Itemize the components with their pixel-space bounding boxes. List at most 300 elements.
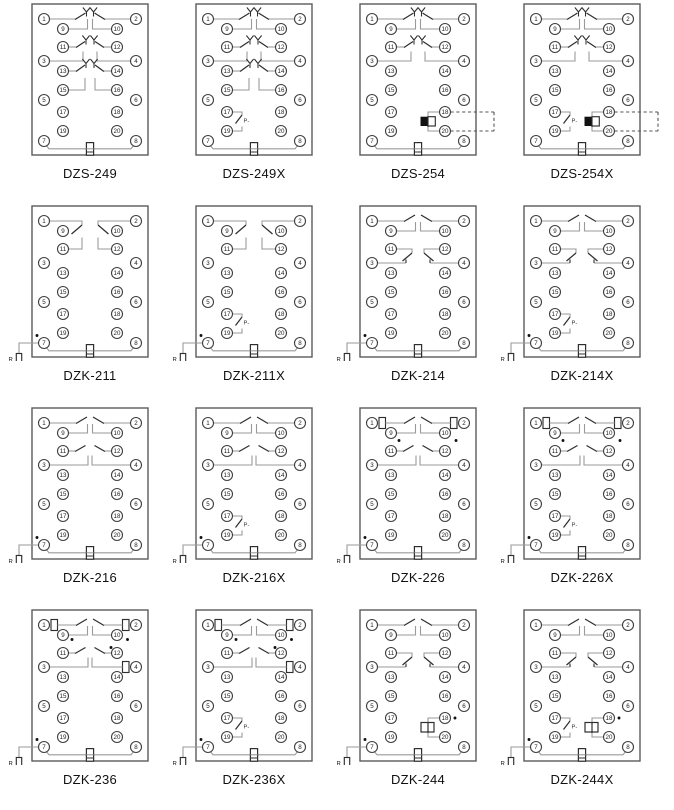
external-resistor-symbol [16,758,21,766]
terminal-number: 15 [387,289,395,297]
terminal-number: 7 [370,542,374,550]
terminal-number: 17 [223,513,231,521]
diagram-row-3 [0,406,674,608]
diagram-cell-DZK-236 [3,608,167,810]
diagram-label: DZS-254X [550,166,614,181]
terminal-number: 7 [42,138,46,146]
terminal-number: 18 [605,715,613,723]
terminal-number: 19 [59,532,67,540]
terminal-number: 17 [59,311,67,319]
terminal-number: 19 [387,128,395,136]
polarity-dot [290,638,293,641]
terminal-number: 14 [441,68,449,76]
diagram-graphics [337,610,477,765]
diagram-label: DZK-226X [550,570,614,585]
diagram-label: DZK-211X [222,368,286,383]
terminal-number: 18 [441,513,449,521]
terminal-number: 16 [605,87,613,95]
terminal-number: 18 [605,109,613,117]
polarity-dot [110,646,113,649]
series-resistor-symbol [123,620,130,631]
terminal-number: 2 [462,622,466,630]
terminal-number: 4 [298,462,302,470]
terminal-number: 6 [298,299,302,307]
terminal-number: 5 [370,299,374,307]
terminal-number: 16 [113,289,121,297]
terminal-number: 13 [551,472,559,480]
terminal-number: 8 [298,340,302,348]
terminal-number: 6 [462,299,466,307]
terminal-number: 20 [277,128,285,136]
terminal-number: 5 [42,97,46,105]
terminal-number: 2 [298,420,302,428]
terminal-number: 3 [206,664,210,672]
terminal-number: 6 [626,97,630,105]
terminal-number: 14 [441,270,449,278]
terminal-number: 19 [223,734,231,742]
external-resistor-symbol [508,354,513,362]
external-resistor-label: R [172,761,177,765]
terminal-number: 20 [605,128,613,136]
relay-terminal-diagram [167,406,331,563]
diagram-label: DZK-236X [222,772,286,787]
terminal-number: 13 [387,68,395,76]
terminal-number: 20 [441,330,449,338]
terminal-number: 5 [534,501,538,509]
terminal-number: 11 [223,650,231,658]
terminal-number: 10 [441,430,449,438]
polarity-dot [528,334,531,337]
terminal-number: 11 [59,650,67,658]
diagram-cell-DZK-244X [495,608,659,810]
terminal-number: 5 [206,703,210,711]
terminal-number: 11 [387,246,395,254]
diagram-graphics [9,610,149,765]
terminal-number: 2 [626,622,630,630]
terminal-number: 2 [626,218,630,226]
diagram-graphics [173,206,313,361]
terminal-number: 19 [59,128,67,136]
terminal-number: 7 [534,340,538,348]
terminal-number: 16 [605,693,613,701]
terminal-number: 1 [206,218,210,226]
terminal-number: 12 [113,44,121,52]
aux-contact-label: P- [243,320,250,327]
relay-terminal-diagram [495,204,659,361]
terminal-number: 11 [223,44,231,52]
diagram-cell-DZK-226 [331,406,495,608]
relay-outline-box [32,4,148,155]
polarity-dot [36,334,39,337]
terminal-number: 2 [298,622,302,630]
terminal-number: 3 [370,462,374,470]
aux-contact-label: P- [243,522,250,529]
terminal-number: 15 [59,289,67,297]
terminal-number: 9 [225,430,229,438]
diagram-cell-DZS-249X [167,2,331,204]
terminal-number: 3 [206,58,210,66]
terminal-number: 3 [534,664,538,672]
terminal-number: 1 [370,622,374,630]
terminal-number: 3 [370,58,374,66]
terminal-number: 18 [605,513,613,521]
terminal-number: 20 [605,734,613,742]
relay-terminal-diagram [331,204,495,361]
terminal-number: 18 [441,715,449,723]
terminal-number: 18 [277,513,285,521]
terminal-number: 17 [59,715,67,723]
relay-terminal-diagram [495,406,659,563]
terminal-number: 1 [534,218,538,226]
terminal-number: 7 [370,138,374,146]
terminal-number: 9 [61,632,65,640]
terminal-number: 7 [534,138,538,146]
terminal-number: 15 [223,693,231,701]
terminal-number: 19 [59,734,67,742]
terminal-number: 7 [206,744,210,752]
terminal-number: 7 [206,138,210,146]
terminal-number: 3 [534,58,538,66]
relay-outline-box [196,610,312,761]
terminal-number: 20 [441,532,449,540]
terminal-number: 15 [223,491,231,499]
terminal-number: 15 [223,87,231,95]
terminal-number: 6 [298,703,302,711]
diagram-graphics [501,408,641,563]
series-resistor-symbol [543,418,550,429]
terminal-number: 20 [277,532,285,540]
terminal-number: 16 [441,693,449,701]
diagram-label: DZS-249X [222,166,286,181]
terminal-number: 15 [387,693,395,701]
terminal-number: 1 [42,622,46,630]
relay-terminal-diagram [3,2,167,159]
terminal-number: 18 [441,311,449,319]
terminal-number: 10 [277,26,285,34]
terminal-number: 5 [370,703,374,711]
terminal-number: 10 [441,632,449,640]
relay-outline-box [360,4,476,155]
terminal-number: 19 [551,532,559,540]
external-resistor-symbol [16,556,21,564]
terminal-number: 5 [206,97,210,105]
terminal-number: 15 [387,491,395,499]
terminal-number: 6 [462,501,466,509]
diagram-row-4 [0,608,674,810]
aux-contact-label: P- [571,320,578,327]
terminal-number: 3 [206,462,210,470]
relay-outline-box [524,408,640,559]
terminal-number: 4 [462,260,466,268]
terminal-number: 12 [441,246,449,254]
polarity-dot [364,334,367,337]
terminal-number: 9 [389,632,393,640]
terminal-number: 10 [113,430,121,438]
terminal-number: 12 [277,44,285,52]
terminal-number: 20 [277,734,285,742]
terminal-number: 14 [277,472,285,480]
terminal-number: 7 [534,542,538,550]
terminal-number: 20 [277,330,285,338]
series-resistor-symbol [287,620,294,631]
terminal-number: 17 [551,513,559,521]
terminal-number: 4 [626,58,630,66]
external-resistor-label: R [500,761,505,765]
terminal-number: 16 [277,289,285,297]
terminal-number: 14 [605,472,613,480]
relay-outline-box [360,408,476,559]
terminal-number: 6 [298,501,302,509]
aux-contact-label: P- [243,118,250,125]
terminal-number: 2 [462,420,466,428]
terminal-number: 15 [551,491,559,499]
terminal-number: 1 [370,218,374,226]
terminal-number: 13 [387,270,395,278]
terminal-number: 2 [462,16,466,24]
terminal-number: 7 [42,744,46,752]
polarity-dot [619,439,622,442]
diode-block-filled [585,117,592,126]
diagram-label: DZK-226 [390,570,446,585]
external-resistor-symbol [180,556,185,564]
relay-terminal-diagram [167,204,331,361]
diagram-row-2 [0,204,674,406]
terminal-number: 18 [277,715,285,723]
terminal-number: 9 [225,632,229,640]
terminal-number: 20 [441,128,449,136]
terminal-number: 18 [441,109,449,117]
terminal-number: 9 [553,430,557,438]
terminal-number: 3 [42,664,46,672]
terminal-number: 18 [605,311,613,319]
terminal-number: 9 [61,26,65,34]
terminal-number: 14 [277,68,285,76]
terminal-number: 9 [389,26,393,34]
terminal-number: 11 [551,448,559,456]
series-resistor-symbol [451,418,458,429]
terminal-number: 5 [42,501,46,509]
relay-outline-box [524,610,640,761]
terminal-number: 6 [134,501,138,509]
diagram-label: DZK-214 [390,368,446,383]
terminal-number: 1 [534,622,538,630]
polarity-dot [528,536,531,539]
terminal-number: 16 [277,693,285,701]
terminal-number: 13 [551,68,559,76]
diagram-graphics [524,4,658,155]
terminal-number: 3 [370,664,374,672]
terminal-number: 12 [441,44,449,52]
terminal-number: 1 [42,218,46,226]
terminal-number: 14 [277,270,285,278]
polarity-dot [200,738,203,741]
series-resistor-symbol [615,418,622,429]
terminal-number: 18 [113,513,121,521]
terminal-number: 3 [206,260,210,268]
polarity-dot [36,536,39,539]
terminal-number: 19 [223,128,231,136]
terminal-number: 8 [462,340,466,348]
terminal-number: 12 [605,650,613,658]
terminal-number: 7 [370,340,374,348]
diagram-label: DZS-254 [390,166,446,181]
external-resistor-label: R [8,357,13,361]
terminal-number: 11 [387,650,395,658]
diagram-cell-DZK-211X [167,204,331,406]
terminal-number: 6 [134,97,138,105]
terminal-number: 20 [113,734,121,742]
relay-outline-box [524,4,640,155]
diagram-row-1 [0,2,674,204]
terminal-number: 5 [42,703,46,711]
aux-contact-label: P- [571,522,578,529]
terminal-number: 18 [113,109,121,117]
terminal-number: 19 [387,330,395,338]
terminal-number: 8 [462,744,466,752]
polarity-dot [364,738,367,741]
terminal-number: 11 [551,44,559,52]
terminal-number: 1 [370,420,374,428]
terminal-number: 5 [534,97,538,105]
terminal-number: 3 [42,260,46,268]
terminal-number: 8 [462,542,466,550]
diagram-cell-DZK-244 [331,608,495,810]
terminal-number: 1 [206,622,210,630]
diode-block-hollow [428,117,435,126]
terminal-number: 17 [223,109,231,117]
terminal-number: 16 [441,87,449,95]
terminal-number: 4 [134,664,138,672]
polarity-dot [398,439,401,442]
relay-outline-box [196,4,312,155]
terminal-number: 14 [113,472,121,480]
terminal-number: 12 [441,448,449,456]
terminal-number: 10 [113,228,121,236]
terminal-number: 1 [206,420,210,428]
relay-outline-box [32,610,148,761]
diagram-graphics [9,408,149,563]
diagram-graphics [501,206,641,361]
polarity-dot [562,439,565,442]
terminal-number: 1 [534,420,538,428]
polarity-dot [528,738,531,741]
terminal-number: 12 [441,650,449,658]
diagram-label: DZS-249 [62,166,118,181]
diode-block-hollow [592,117,599,126]
terminal-number: 4 [462,462,466,470]
external-resistor-symbol [16,354,21,362]
polarity-dot [36,738,39,741]
terminal-number: 15 [551,693,559,701]
terminal-number: 14 [277,674,285,682]
external-resistor-symbol [180,354,185,362]
diode-block-filled [421,117,428,126]
terminal-number: 12 [277,448,285,456]
terminal-number: 15 [551,87,559,95]
terminal-number: 17 [551,311,559,319]
relay-terminal-diagram [331,2,495,159]
terminal-number: 3 [42,58,46,66]
terminal-number: 4 [626,462,630,470]
diagram-label: DZK-244 [390,772,446,787]
relay-outline-box [32,408,148,559]
external-resistor-symbol [180,758,185,766]
terminal-number: 9 [553,228,557,236]
terminal-number: 6 [626,703,630,711]
terminal-number: 18 [277,311,285,319]
terminal-number: 8 [462,138,466,146]
terminal-number: 19 [223,330,231,338]
external-resistor-label: R [8,761,13,765]
terminal-number: 10 [605,430,613,438]
terminal-number: 15 [59,87,67,95]
terminal-number: 8 [134,744,138,752]
terminal-number: 12 [113,448,121,456]
terminal-number: 11 [387,44,395,52]
terminal-number: 5 [206,299,210,307]
terminal-number: 1 [206,16,210,24]
terminal-number: 9 [61,430,65,438]
terminal-number: 20 [113,532,121,540]
terminal-number: 6 [298,97,302,105]
diagram-graphics [173,610,313,765]
terminal-number: 5 [534,299,538,307]
terminal-number: 8 [298,542,302,550]
terminal-number: 17 [223,715,231,723]
terminal-number: 17 [551,715,559,723]
external-resistor-label: R [172,357,177,361]
external-resistor-label: R [8,559,13,563]
diagram-cell-DZK-214 [331,204,495,406]
terminal-number: 16 [441,491,449,499]
series-resistor-symbol [123,662,130,673]
external-resistor-symbol [344,354,349,362]
diagram-cell-DZK-216 [3,406,167,608]
terminal-number: 10 [277,430,285,438]
external-resistor-label: R [336,761,341,765]
terminal-number: 12 [277,246,285,254]
terminal-number: 17 [59,513,67,521]
polarity-dot [455,439,458,442]
terminal-number: 10 [605,26,613,34]
relay-terminal-diagram [495,2,659,159]
series-resistor-symbol [287,662,294,673]
terminal-number: 5 [370,97,374,105]
polarity-dot [200,536,203,539]
diagram-cell-DZK-226X [495,406,659,608]
relay-terminal-diagram [331,406,495,563]
terminal-number: 13 [223,270,231,278]
terminal-number: 4 [462,58,466,66]
terminal-number: 13 [551,270,559,278]
polarity-dot [235,638,238,641]
terminal-number: 9 [225,26,229,34]
terminal-number: 20 [113,128,121,136]
relay-terminal-diagram [3,406,167,563]
terminal-number: 7 [42,340,46,348]
terminal-number: 20 [113,330,121,338]
terminal-number: 13 [59,270,67,278]
terminal-number: 11 [551,246,559,254]
polarity-dot [364,536,367,539]
polarity-dot [454,717,457,720]
diagram-graphics [337,206,477,361]
terminal-number: 17 [59,109,67,117]
diagram-label: DZK-236 [62,772,118,787]
series-resistor-symbol [379,418,386,429]
terminal-number: 4 [134,462,138,470]
relay-outline-box [196,206,312,357]
